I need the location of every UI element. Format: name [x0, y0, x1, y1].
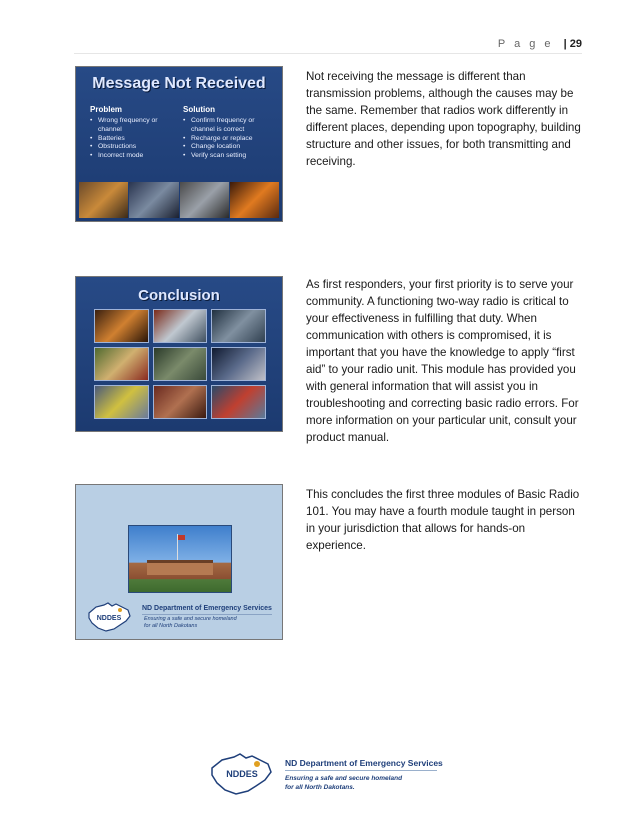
logo-text: NDDES	[96, 615, 122, 622]
footer-divider	[285, 770, 437, 771]
solution-item: • Confirm frequency or channel is correct	[183, 117, 275, 135]
problem-item: • Obstructions	[90, 143, 182, 152]
footer-logo-text: NDDES	[226, 769, 258, 779]
slide-conclusion	[75, 276, 283, 432]
paragraph-conclusion: As first responders, your first priority is to serve your community. A functioning two-way radio is critical to your effectiveness in fulfilling that duty. When communication with others is compromised, it is important that you have the knowledge to apply “first aid” to your radio unit. This module has provided you with general information that will assist you in troubleshooting and correcting basic radio errors. For more information on your particular unit, consult your product manual.	[306, 278, 579, 444]
slide-org-name: ND Department of Emergency Services	[142, 605, 272, 612]
solution-item: • Verify scan setting	[183, 152, 275, 161]
slide-tagline: Ensuring a safe and secure homeland for all North Dakotans	[144, 616, 237, 629]
photo-firefighters	[79, 182, 128, 218]
slide-divider	[142, 614, 272, 615]
photo-water-rescue	[211, 385, 266, 419]
photo-strip	[79, 182, 279, 218]
photo-responders	[180, 182, 229, 218]
problem-item: • Wrong frequency or channel	[90, 117, 182, 135]
photo-building	[128, 525, 232, 593]
photo-workers	[94, 385, 149, 419]
header-divider	[74, 53, 582, 54]
photo-officer	[211, 309, 266, 343]
photo-helmet	[94, 347, 149, 381]
photo-wildfire	[94, 309, 149, 343]
photo-rescue	[153, 309, 208, 343]
page-number: | 29	[563, 38, 582, 50]
photo-police	[211, 347, 266, 381]
problem-item: • Incorrect mode	[90, 152, 182, 161]
nddes-logo-icon	[86, 601, 132, 633]
building	[147, 560, 213, 575]
slide-nddes	[75, 484, 283, 640]
photo-fire	[230, 182, 279, 218]
photo-crowd	[129, 182, 178, 218]
problem-item: • Batteries	[90, 135, 182, 144]
page-word: P a g e	[497, 38, 554, 50]
paragraph-message-not-received: Not receiving the message is different than transmission problems, although the causes may be the same. Remember that radios work differently in different places, depending upon topography, building structure and other issues, for both transmitting and receiving.	[306, 70, 581, 168]
problem-column	[90, 105, 182, 161]
flag	[178, 535, 185, 540]
footer-org-name: ND Department of Emergency Services	[285, 758, 443, 768]
photo-grid	[94, 309, 266, 419]
photo-team	[153, 347, 208, 381]
slide-message-not-received	[75, 66, 283, 222]
slide-title: Message Not Received	[92, 75, 266, 92]
solution-item: • Recharge or replace	[183, 135, 275, 144]
photo-group	[153, 385, 208, 419]
solution-heading: Solution	[183, 105, 215, 114]
footer-logo-icon	[208, 752, 274, 796]
problem-heading: Problem	[90, 105, 123, 114]
solution-column	[183, 105, 275, 161]
page-header	[498, 38, 582, 50]
solution-item: • Change location	[183, 143, 275, 152]
footer-tagline: Ensuring a safe and secure homeland for all North Dakotans.	[285, 775, 403, 791]
paragraph-closing: This concludes the first three modules of Basic Radio 101. You may have a fourth module taught in person in your jurisdiction that allows for hands-on experience.	[306, 488, 580, 552]
slide-title: Conclusion	[138, 287, 220, 304]
